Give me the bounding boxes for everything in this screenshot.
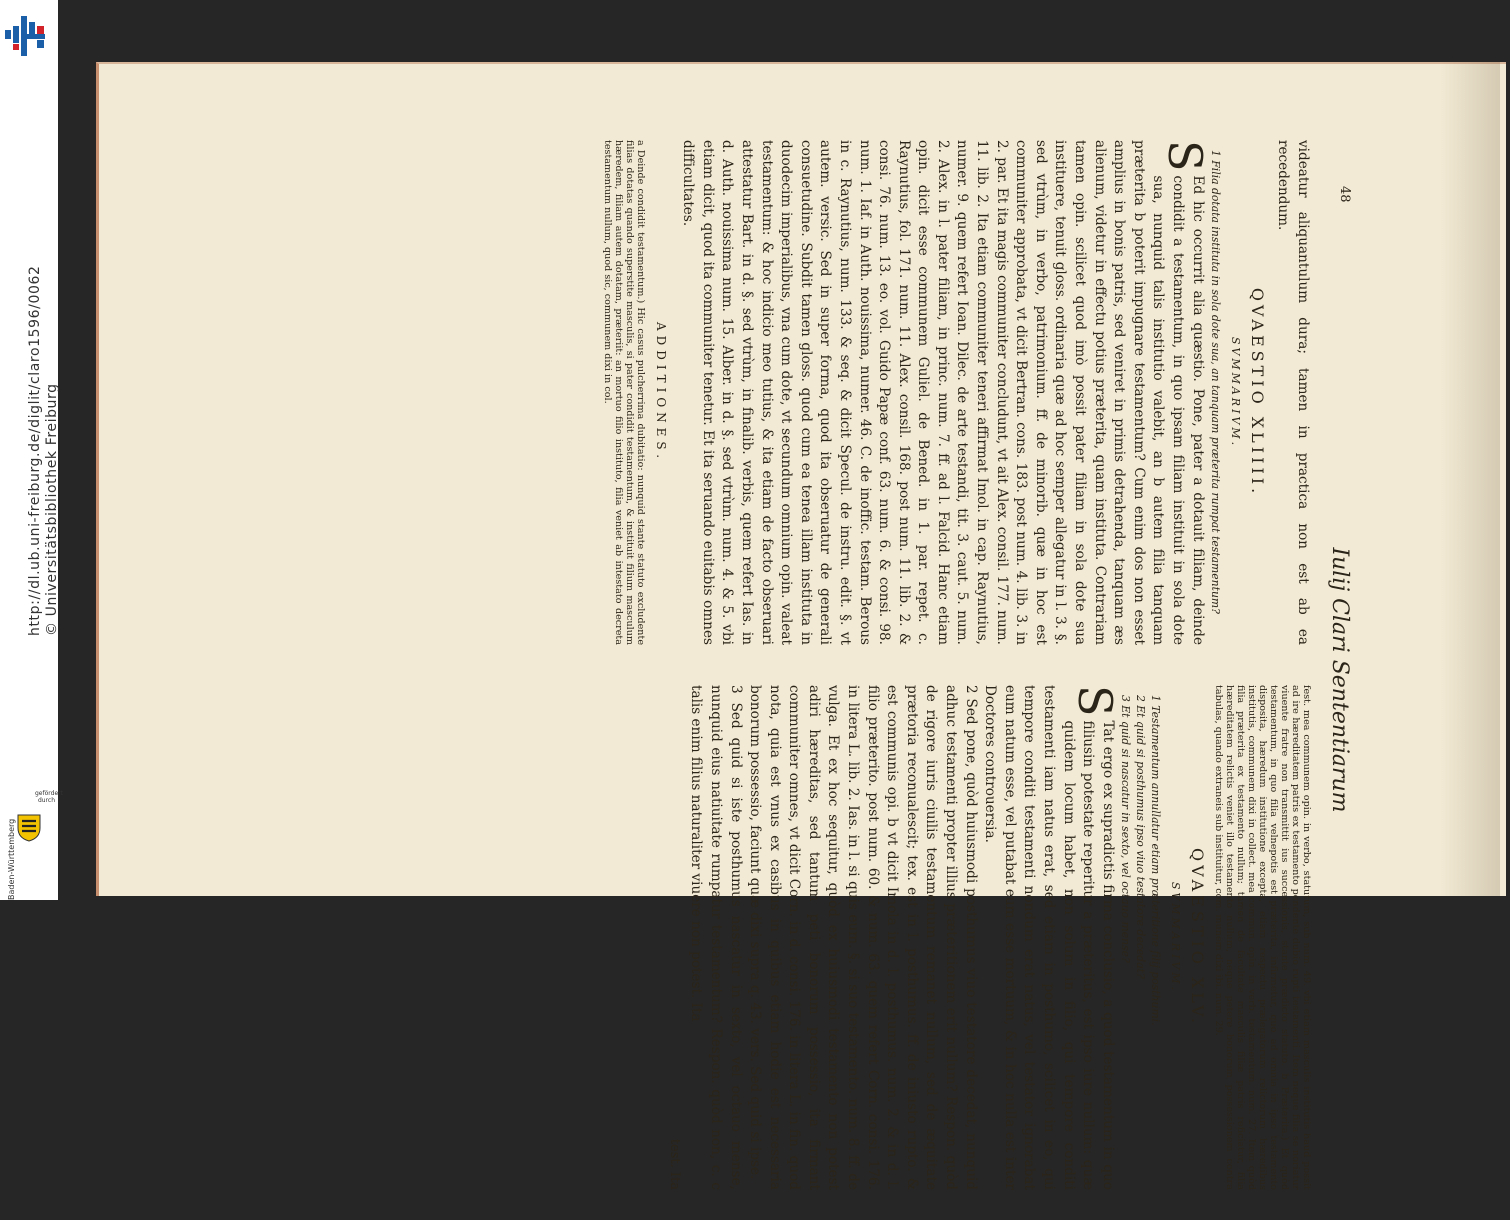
additiones-heading: ADDITIONES. [653, 321, 668, 464]
summary-item: 2 Et quid si posthumus ipso viuo testatore decedat? [1133, 695, 1147, 979]
funder-name: Baden-Württemberg [7, 818, 16, 900]
digital-object-url[interactable]: http://dl.ub.uni-freiburg.de/diglit/claro1596/0062 [27, 265, 43, 636]
summary-item: 1 Testamentum annullatur etiam præteritione filij posthumi. [1148, 695, 1162, 1026]
summarium-heading: SVMMARIVM. [1169, 881, 1183, 994]
right-column [664, 685, 1312, 1190]
page-text-rotated [272, 140, 1352, 1190]
question-45-title: QVAESTIO XLV. [1188, 848, 1207, 1027]
running-head: Iulij Clari Sententiarum [1327, 547, 1352, 813]
question-44-body: S Ed hic occurrit alia quæstio. Pone, pater a dotauit filiam, deinde condidit a testamentum, in quo ipsam filiam instituit in sola dote sua, nunquid talis institutio valebit, an b autem filia tanquam præterita b poterit impugnare testamentum? Cum enim dos non esset amplius in bonis patris, sed veniret in primis detrahenda, tanquam æs alienum, videtur in effectu potius præterita, quam instituta. Contrariam tamen opin. scilicet quod imò possit pater filiam in sola dote sua instituere, tenuit gloss. ordinaria quæ ad hoc semper allegatur in l. 3. §. sed vtrùm, in verbo, patrimonium. ff. de minorib. quæ in hoc est communiter approbata, vt dicit Bertran. cons. 183. post num. 4. lib. 3. in 2. par. Et ita magis communiter concludunt, vt ait Alex. consil. 177. num. 11. lib. 2. Ita etiam communiter teneri affirmat Imol. in cap. Raynutius, numer. 9. quem refert Ioan. Dilec. de arte testandi, tit. 3. caut. 5. num. 2. Alex. in l. pater filiam, in princ. num. 7. ff. ad l. Falcid. Hanc etiam opin. dicit esse communem Guliel. de Bened. in 1. par. repet. c. Raynutius, fol. 171. num. 11. Alex. consil. 168. post num. 11. lib. 2. & consi. 76. num. 13. eo. vol. Guido Papæ conf. 63. num. 6. & consi. 98. num. 1. Iaf. in Auth. nouissima, numer. 46. C. de inoffic. testam. Berous in c. Raynutius, num. 133. & seq. & dicit Specul. de instru. edit. §. vt autem. versic. Sed in super forma, quod ita obseruatur de generali consuetudine. Subdit tamen gloss. quod cum ea tenea illam instituta in duodecim imperialibus, vna cum dote, vt secundum omnium opin. valeat testamentum: & hoc indicio meo tutius, & ita etiam de facto obseruari attestatur Bart. in d. §. sed vtrùm, in finalib. verbis, quem refert Ias. in d. Auth. nouissima num. 15. Alber. in d. §. sed vtrùm. num. 4. & 5. vbi etiam dicit, quod ita communiter tenetur. Et ita seruando euitabis omnes difficultates. [680, 140, 1212, 645]
funded-by-label: gefördert durch [35, 790, 63, 804]
question-44-title: QVAESTIO XLIIII. [1247, 287, 1267, 498]
question-45-body: S Tat ergo ex supradictis firma conclusio, a quod testamentum in quo filiusin potestate reperitur a præteritus, est ipso iure nullum: quæ quidem locum habet, non solum in filio, qui tempore conditi testamenti iam natus erat, sed etiam in posthumo, scilicet in eo, qui tempore conditi testamenti nondum erat natus, vel testator ignorabat eum natum esse, vel putabat eum esse mortuum, & in hoc nulla est inter Doctores controuersia. [982, 685, 1122, 1190]
ub-freiburg-logo-icon[interactable] [2, 8, 52, 58]
page-number: 48 [1337, 186, 1352, 203]
copyright-notice: © Universitätsbibliothek Freiburg [44, 383, 60, 636]
summary-item: 3 Et quid si nascatur in sexto, vel octauo mense? [1118, 695, 1132, 963]
catchword: test. Ita [666, 1138, 682, 1190]
left-column [602, 140, 1312, 645]
summary-item: 1 Filia dotata instituta in sola dote sua, an tanquam præterita rumpat testamentum? [1208, 150, 1222, 614]
question-45-paragraph: 2 Sed pone, quòd huiusmodi posthumus viuo testatore decedat, nunquid adhuc testamenti propter illius præteritionem erit nullum? Respon. quòd de rigore iuris ciuilis testamentum remanet nullum, sed de æquitate prætoria reconualescit; tex. est in l. posthumus. ff. de iniusto rupto. & est communis opi. b vt dicit Imola in d. l. posthumus. num. 2. & in d. l. filio præterito. post num. 60. & num. 63. quem refert Corn. consi. 176. in litera L. lib. 2. Ias. in l. si quis eum. §. si suo testamento. num. 8. ff. de vulga. Et ex hoc sequitur, quòd ex huiusmodi testamento non potest adiri hæreditas, sed tantum peti bonorum possessio, ita firmant communiter omnes, vt dicit Corn. in d. consi. 176. in litera L. in fin. quod nota, quia est vnus ex casibus in quibus etiam hodie est necessaria bonorum possessio, faciunt quæ dixi supra q. 43. vers. Sed quid si ipse. [747, 685, 979, 1190]
drop-cap: S [1157, 140, 1212, 172]
question-45-paragraph: 3 Sed quid si iste posthumus nascatur in sexto, vel octauo mense, nunquid eius natiuitate rumpatur testamentum? Respon. quòd non, c. c talis enim filius naturaliter viuere non potest. Ita [688, 685, 744, 1190]
left-intro: videatur aliquantulum dura; tamen in practica non est ab ea recedendum. [1275, 140, 1311, 645]
viewer-sidebar [0, 0, 63, 900]
drop-cap: S [1067, 685, 1122, 717]
summarium-heading: SVMMARIVM. [1229, 336, 1243, 449]
additiones-text: a Deinde condidit testamentum.) Hic casus pulcherrima dubitatio: nunquid stante statuto excludente filias dotatas quando superstite masculis, si pater condidit testamentum, & instituit filium masculum hæredem, filiam autem dotatam, præteriit: an mortuo filio instituto, filia veniet ab intestato decreta testamentum nullum, quod sic, communem dixi in col. [602, 140, 646, 645]
right-intro-notes: fest. mea communem opin. in verbo, statutum, sub num. 49. vbi etiam masculis institutis haud possit ad ire hæreditatem patris ex testamento pendente dubio rupti testamenti. Item neque filia se noriatur viuente fratre non transmittit ius successionis, stante prædicto statuto. b Præterita.) Et quòd testamentum, in quo filia velnepotis est præterita, infirmetur, quo ad omnia in ipso testamento disposita, hæredum institutione excepta, etiam respectu prælegatorum relictorum hæredibus institutis, communem dixi in collect. mea commun. opin. in verb. testamentum. num. 27. Item quòd filia præterita ex testamento nullum; tamen de facultate masculis filiæ patris reficiatur, filia hæreditatem relictis veniet illo testamento nullum, neque petere bonorum possessionem contra tabulas, quando extraneis sub instituitur, com. munem dixi ibi. num. 29. [1213, 685, 1312, 1190]
baden-wuerttemberg-coat-of-arms-icon [16, 812, 42, 842]
page-edge-shadow [1440, 62, 1500, 896]
